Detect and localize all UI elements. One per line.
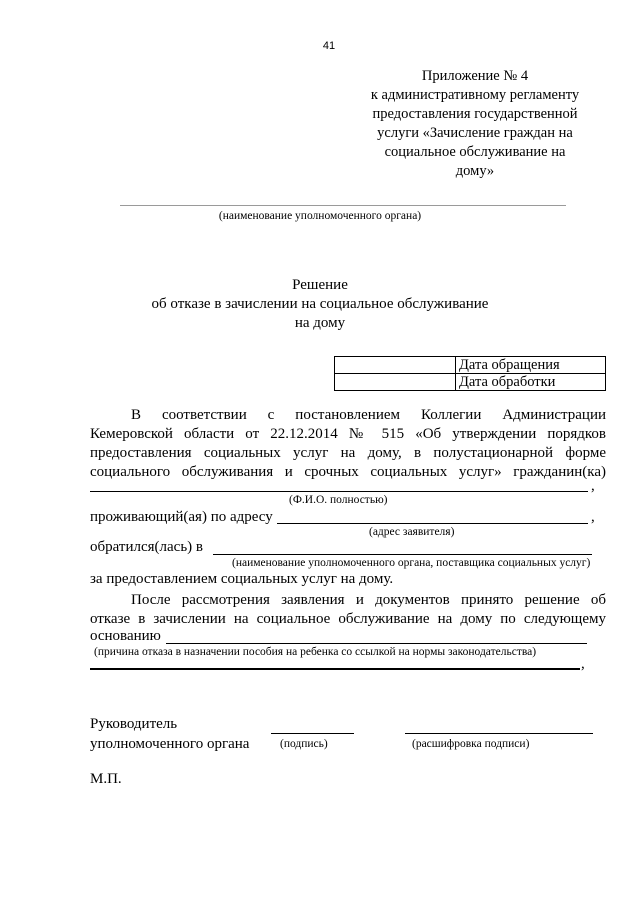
signature-caption: (подпись)	[280, 738, 328, 750]
paragraph-line: После рассмотрения заявления и документов принято решение об	[131, 592, 606, 608]
head-title: Руководитель	[90, 716, 178, 732]
appendix-header	[340, 67, 610, 181]
processing-date-cell[interactable]	[335, 374, 456, 391]
fio-line[interactable]	[90, 491, 588, 492]
applied-to-line[interactable]	[213, 554, 592, 555]
appendix-line: социальное обслуживание на	[384, 144, 566, 160]
application-date-label: Дата обращения	[456, 357, 606, 374]
reason-caption: (причина отказа в назначении пособия на ребенка со ссылкой на нормы законодательства)	[94, 646, 537, 658]
basis-label: основанию	[90, 628, 161, 644]
appendix-line: дому»	[455, 163, 495, 179]
appendix-line: к административному регламенту	[370, 87, 580, 103]
paragraph-line: предоставления социальных услуг на дому, в полустационарной форме	[90, 445, 606, 461]
processing-date-label: Дата обработки	[456, 374, 606, 391]
document-subtitle: об отказе в зачислении на социальное обслуживание	[151, 296, 489, 312]
address-caption: (адрес заявителя)	[369, 526, 455, 538]
paragraph-line: отказе в зачислении на социальное обслуживание на дому по следующему	[90, 611, 606, 627]
fio-caption: (Ф.И.О. полностью)	[289, 494, 388, 506]
applied-label: обратился(лась) в	[90, 539, 203, 555]
paragraph-line: социального обслуживания и срочных социальных услуг» гражданин(ка)	[90, 464, 606, 480]
reason-line[interactable]	[90, 668, 580, 670]
appendix-line: услуги «Зачисление граждан на	[377, 125, 573, 141]
dates-table	[334, 356, 606, 391]
appendix-line: Приложение № 4	[421, 68, 529, 84]
appendix-line: предоставления государственной	[372, 106, 578, 122]
basis-line[interactable]	[166, 643, 587, 644]
reason-comma: ,	[581, 656, 585, 672]
stamp-place: М.П.	[90, 771, 122, 787]
fio-comma: ,	[591, 478, 595, 494]
applied-caption: (наименование уполномоченного органа, поставщика социальных услуг)	[232, 557, 591, 569]
signature-decode-caption: (расшифровка подписи)	[412, 738, 530, 750]
document-subtitle-2: на дому	[294, 315, 346, 331]
applied-continuation: за предоставлением социальных услуг на дому.	[90, 571, 394, 587]
page-number: 41	[322, 40, 336, 52]
paragraph-line: В соответствии с постановлением Коллегии Администрации	[131, 407, 606, 423]
address-comma: ,	[591, 509, 595, 525]
application-date-cell[interactable]	[335, 357, 456, 374]
document-title: Решение	[292, 277, 348, 293]
authority-caption: (наименование уполномоченного органа)	[218, 210, 422, 222]
address-label: проживающий(ая) по адресу	[90, 509, 273, 525]
paragraph-line: Кемеровской области от 22.12.2014 № 515 «Об утверждении порядков	[90, 426, 606, 442]
signature-line[interactable]	[271, 733, 354, 734]
signature-decode-line[interactable]	[405, 733, 593, 734]
head-organization: уполномоченного органа	[90, 736, 250, 752]
authority-name-line[interactable]	[120, 205, 566, 206]
address-line[interactable]	[277, 523, 588, 524]
